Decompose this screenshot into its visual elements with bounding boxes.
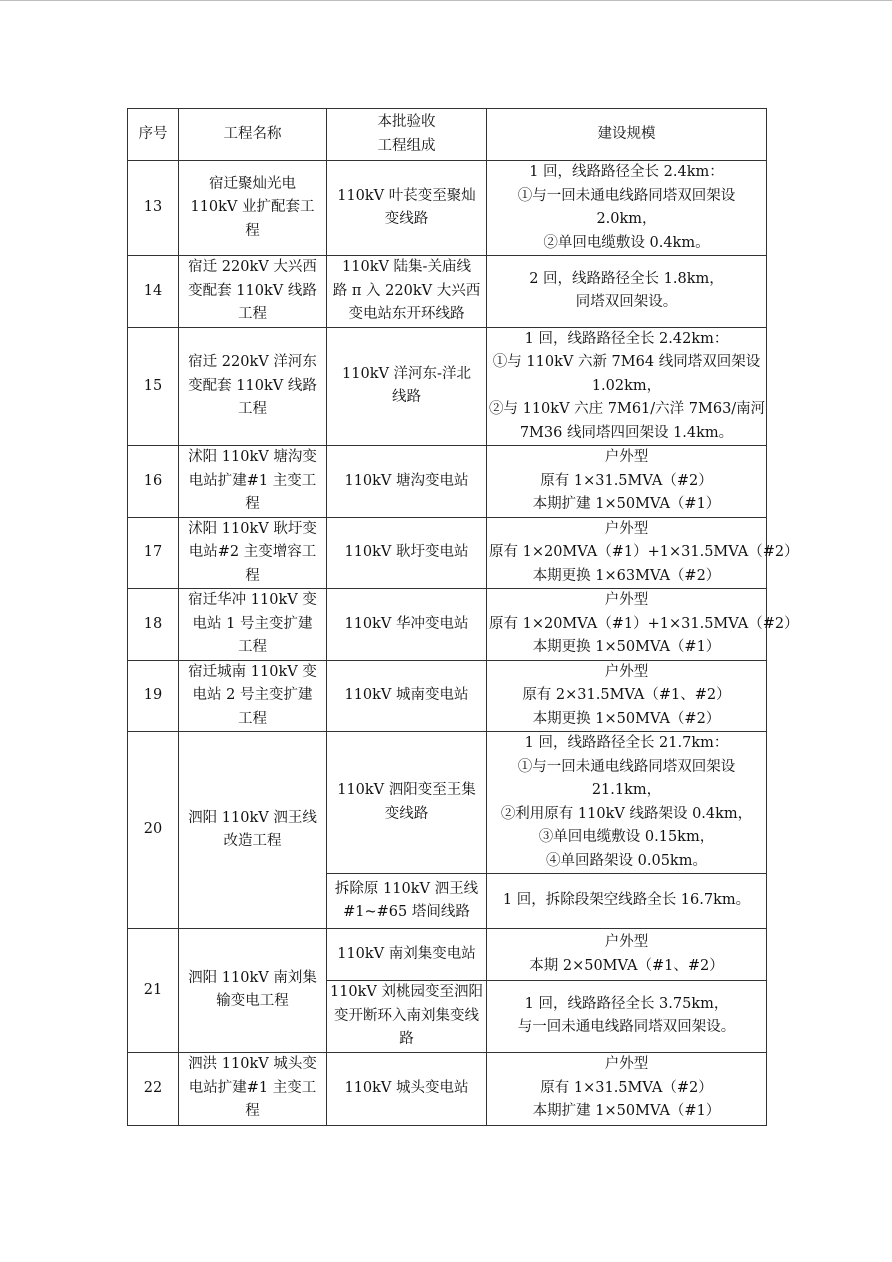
header-composition: [327, 109, 487, 161]
cell-scale: [487, 660, 767, 732]
header-scale: [487, 109, 767, 161]
cell-scale: [487, 517, 799, 589]
cell-line: 电站扩建#1 主变工: [188, 1079, 317, 1096]
project-table-body: [128, 109, 799, 1126]
cell-line: 110kV 南刘集变电站: [337, 945, 476, 962]
cell-line: 工程: [238, 639, 267, 655]
cell-line: 工程名称: [223, 125, 282, 142]
cell-line: 原有 1×31.5MVA（#2）: [540, 1079, 713, 1096]
cell-no: [128, 1052, 179, 1125]
cell-line: 17: [143, 544, 163, 560]
cell-line: 1 回，线路路径全长 2.42km：: [524, 330, 729, 347]
cell-line: 程: [245, 222, 260, 239]
cell-composition: [327, 589, 487, 661]
table-row: [128, 732, 767, 874]
cell-scale: [487, 874, 767, 929]
cell-line: 沭阳 110kV 塘沟变: [188, 449, 317, 465]
cell-line: 本期更换 1×50MVA（#2）: [532, 710, 721, 727]
cell-scale: [487, 589, 799, 661]
cell-composition: [327, 161, 487, 256]
cell-no: [128, 256, 179, 328]
cell-line: 输变电工程: [216, 993, 289, 1010]
cell-project-name: [179, 446, 327, 518]
table-row: [128, 660, 767, 732]
cell-composition: [327, 874, 487, 929]
cell-line: 电站 1 号主变扩建: [192, 615, 313, 632]
cell-line: 程: [245, 496, 260, 512]
cell-no: [128, 446, 179, 518]
cell-line: 14: [143, 282, 163, 299]
cell-line: 户外型: [604, 449, 649, 465]
cell-line: 原有 1×20MVA（#1）+1×31.5MVA（#2）: [489, 544, 799, 560]
page-top-rule: [0, 0, 892, 1]
cell-line: 21.1km，: [591, 782, 662, 798]
cell-line: 变电站东开环线路: [348, 306, 465, 322]
cell-line: 工程: [238, 710, 267, 727]
cell-project-name: [179, 660, 327, 732]
cell-line: 工程: [238, 401, 267, 417]
cell-line: 电站扩建#1 主变工: [188, 472, 317, 489]
cell-line: 原有 1×31.5MVA（#2）: [540, 472, 713, 489]
cell-line: ②与 110kV 六庄 7M61/六洋 7M63/南河: [489, 401, 766, 417]
cell-line: 路: [399, 1031, 414, 1047]
cell-line: 与一回未通电线路同塔双回架设。: [517, 1019, 736, 1036]
cell-line: ③单回电缆敷设 0.15km，: [538, 829, 715, 845]
cell-no: [128, 929, 179, 1053]
cell-line: 宿迁华冲 110kV 变: [188, 592, 317, 608]
cell-line: 原有 2×31.5MVA（#1、#2）: [522, 687, 731, 703]
cell-line: 程: [245, 1103, 260, 1120]
cell-line: 户外型: [604, 1056, 649, 1073]
cell-line: 拆除原 110kV 泗王线: [334, 880, 479, 897]
cell-composition: [327, 446, 487, 518]
cell-line: 7M36 线同塔四回架设 1.4km。: [519, 424, 734, 441]
cell-scale: [487, 256, 767, 328]
cell-line: 110kV 耿圩变电站: [344, 544, 469, 560]
cell-line: 19: [143, 687, 163, 703]
cell-no: [128, 660, 179, 732]
cell-line: ①与一回未通电线路同塔双回架设: [517, 758, 736, 775]
cell-line: 本期扩建 1×50MVA（#1）: [532, 496, 721, 512]
cell-line: 110kV 陆集-关庙线: [342, 259, 471, 275]
cell-line: 宿迁 220kV 大兴西: [188, 259, 317, 275]
cell-line: 沭阳 110kV 耿圩变: [188, 520, 317, 537]
cell-composition: [327, 732, 487, 874]
cell-line: ②单回电缆敷设 0.4km。: [543, 234, 710, 251]
header-project-name: [179, 109, 327, 161]
table-row: [128, 1052, 767, 1125]
cell-line: 1 回，拆除段架空线路全长 16.7km。: [502, 892, 751, 909]
cell-project-name: [179, 327, 327, 446]
cell-line: 本期更换 1×50MVA（#1）: [532, 639, 721, 655]
cell-line: 程: [245, 567, 260, 584]
cell-line: 线路: [392, 389, 421, 406]
cell-project-name: [179, 589, 327, 661]
table-row: [128, 446, 767, 518]
cell-line: 泗洪 110kV 城头变: [188, 1056, 317, 1073]
cell-line: 户外型: [604, 592, 649, 608]
cell-line: 110kV 刘桃园变至泗阳: [329, 984, 484, 1000]
cell-line: 宿迁城南 110kV 变: [188, 663, 317, 680]
cell-line: 电站 2 号主变扩建: [192, 687, 313, 703]
cell-scale: [487, 929, 767, 981]
cell-line: 同塔双回架设。: [575, 294, 678, 311]
cell-line: 110kV 业扩配套工: [190, 199, 315, 216]
cell-line: ②利用原有 110kV 线路架设 0.4km，: [500, 805, 753, 822]
table-row: [128, 327, 767, 446]
cell-line: 110kV 塘沟变电站: [344, 472, 469, 489]
cell-line: 13: [143, 199, 163, 216]
cell-line: 22: [143, 1079, 163, 1096]
cell-project-name: [179, 161, 327, 256]
cell-line: 110kV 洋河东-洋北: [342, 365, 471, 382]
cell-line: 18: [143, 615, 163, 632]
cell-composition: [327, 256, 487, 328]
cell-line: 110kV 华冲变电站: [344, 615, 469, 632]
cell-line: 本期扩建 1×50MVA（#1）: [532, 1103, 721, 1120]
cell-line: 21: [143, 981, 163, 998]
table-row: [128, 161, 767, 256]
cell-scale: [487, 446, 767, 518]
cell-line: #1~#65 塔间线路: [343, 904, 470, 920]
cell-line: 1 回，线路路径全长 21.7km：: [524, 735, 729, 751]
cell-scale: [487, 981, 767, 1053]
cell-project-name: [179, 929, 327, 1053]
table-row: [128, 256, 767, 328]
cell-line: 本期更换 1×63MVA（#2）: [532, 567, 721, 584]
cell-no: [128, 589, 179, 661]
project-table: [127, 108, 799, 1126]
cell-line: 改造工程: [223, 833, 282, 849]
cell-project-name: [179, 732, 327, 929]
cell-line: 户外型: [604, 934, 649, 950]
cell-project-name: [179, 1052, 327, 1125]
cell-composition: [327, 517, 487, 589]
table-header-row: [128, 109, 767, 161]
cell-no: [128, 327, 179, 446]
cell-project-name: [179, 517, 327, 589]
cell-composition: [327, 929, 487, 981]
cell-line: 1 回，线路路径全长 2.4km：: [529, 164, 724, 180]
cell-line: 电站#2 主变增容工: [188, 544, 317, 560]
cell-scale: [487, 732, 767, 874]
cell-line: 变线路: [384, 805, 429, 822]
cell-no: [128, 161, 179, 256]
cell-line: 20: [143, 821, 163, 838]
cell-line: 1.02km，: [591, 377, 662, 394]
cell-line: 宿迁聚灿光电: [209, 175, 296, 192]
cell-line: 泗阳 110kV 南刘集: [188, 969, 317, 986]
cell-line: 工程: [238, 306, 267, 322]
cell-line: ①与一回未通电线路同塔双回架设: [517, 187, 736, 204]
cell-line: 宿迁 220kV 洋河东: [188, 354, 317, 370]
cell-composition: [327, 327, 487, 446]
cell-line: 序号: [138, 125, 168, 142]
cell-line: 本期 2×50MVA（#1、#2）: [529, 957, 724, 974]
cell-no: [128, 517, 179, 589]
cell-line: ④单回路架设 0.05km。: [546, 852, 707, 869]
cell-line: 15: [143, 377, 163, 394]
cell-line: 变线路: [384, 211, 429, 227]
cell-line: 户外型: [604, 663, 649, 680]
cell-line: 变配套 110kV 线路: [188, 282, 317, 299]
cell-composition: [327, 660, 487, 732]
table-row: [128, 589, 767, 661]
cell-line: 16: [143, 472, 163, 489]
cell-composition: [327, 1052, 487, 1125]
cell-line: 1 回，线路路径全长 3.75km，: [524, 995, 729, 1012]
cell-composition: [327, 981, 487, 1053]
table-row: [128, 929, 767, 981]
table-row: [128, 517, 767, 589]
cell-line: 变开断环入南刘集变线: [334, 1007, 479, 1024]
header-no: [128, 109, 179, 161]
cell-line: 110kV 泗阳变至王集: [337, 782, 476, 798]
cell-project-name: [179, 256, 327, 328]
cell-scale: [487, 161, 767, 256]
cell-line: ①与 110kV 六新 7M64 线同塔双回架设: [492, 354, 761, 370]
cell-line: 建设规模: [597, 125, 656, 142]
cell-line: 变配套 110kV 线路: [188, 377, 317, 394]
cell-line: 110kV 城头变电站: [344, 1079, 469, 1096]
cell-line: 110kV 城南变电站: [344, 687, 469, 703]
cell-line: 本批验收: [377, 114, 436, 130]
cell-no: [128, 732, 179, 929]
cell-line: 泗阳 110kV 泗王线: [188, 809, 317, 826]
cell-line: 2.0km，: [596, 211, 657, 227]
cell-line: 户外型: [604, 520, 649, 537]
cell-line: 原有 1×20MVA（#1）+1×31.5MVA（#2）: [489, 615, 799, 632]
cell-line: 工程组成: [377, 137, 436, 154]
cell-line: 110kV 叶苌变至聚灿: [337, 187, 476, 204]
cell-line: 2 回，线路路径全长 1.8km，: [529, 270, 724, 287]
cell-line: 路 π 入 220kV 大兴西: [332, 282, 481, 299]
cell-scale: [487, 1052, 767, 1125]
cell-scale: [487, 327, 767, 446]
